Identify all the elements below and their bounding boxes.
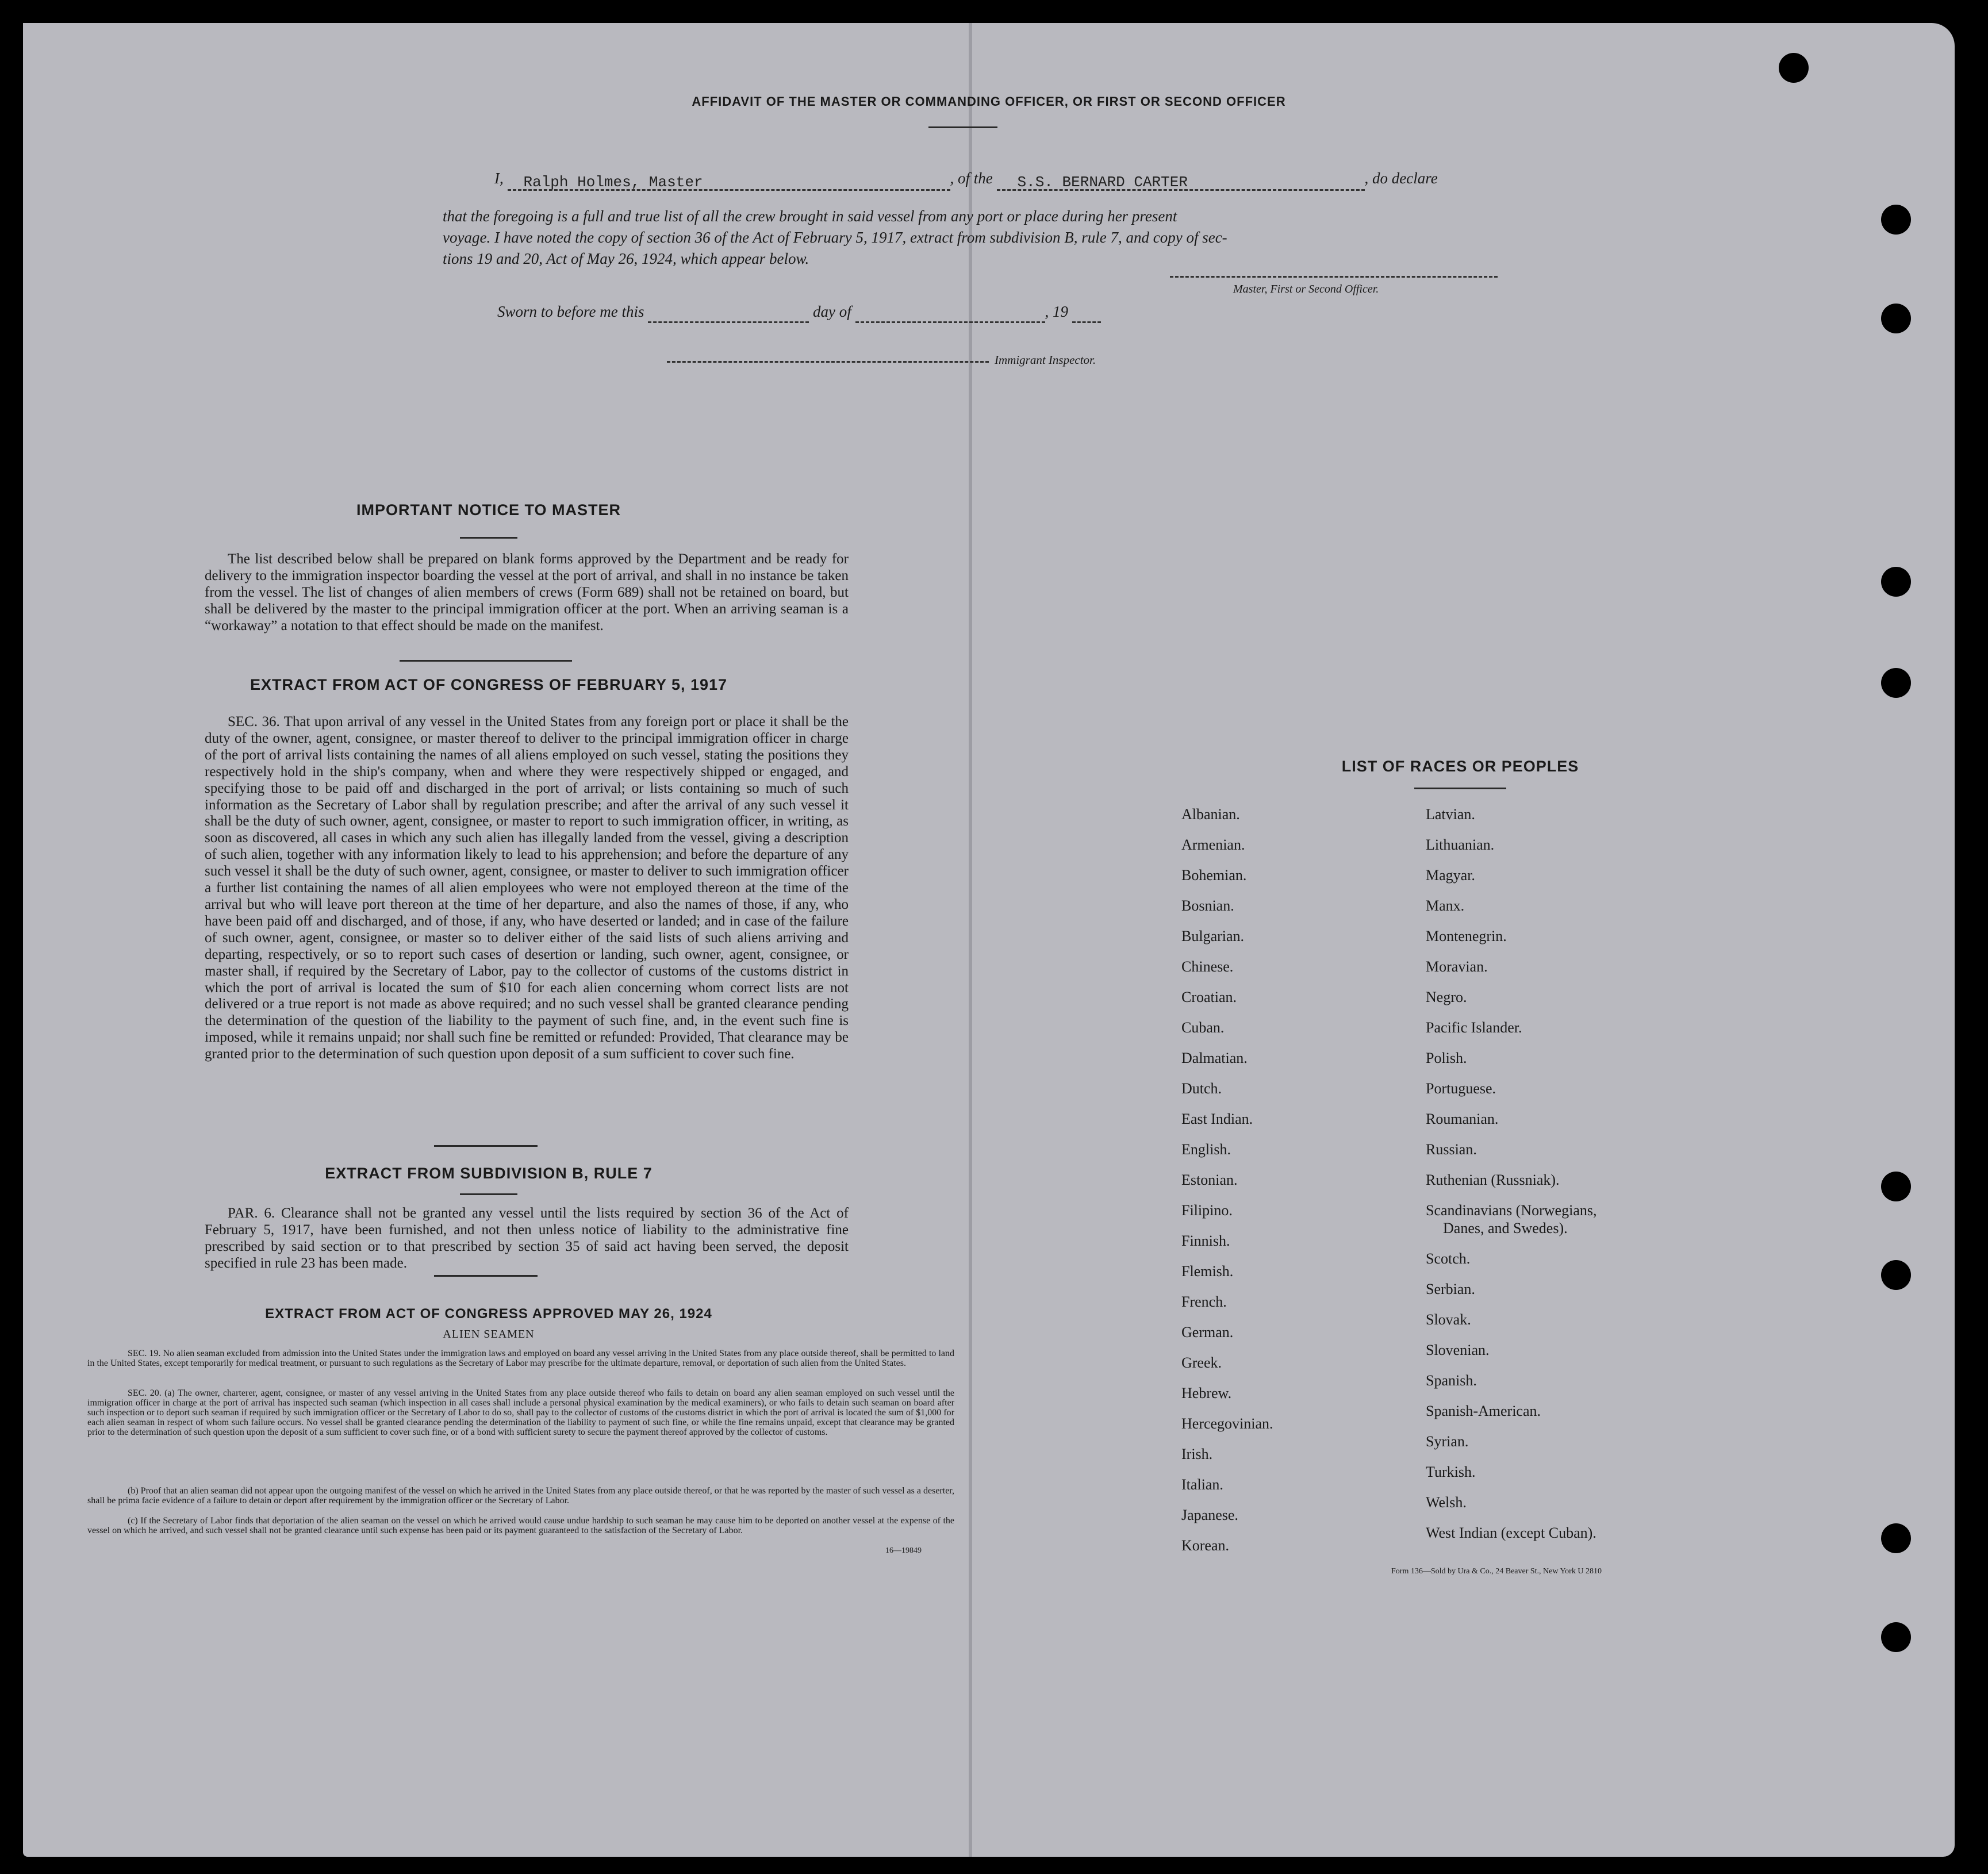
punch-hole (1881, 1523, 1911, 1553)
race-right-item: Pacific Islander. (1426, 1019, 1522, 1036)
race-left-item: Cuban. (1181, 1019, 1225, 1036)
race-right-item: Russian. (1426, 1141, 1477, 1158)
extract-1917-text: SEC. 36. That upon arrival of any vessel in the United States from any foreign port or place it shall be the duty of the owner, agent, consignee, or master thereof to deliver to the principal immigration officer in charge of the port of arrival lists containing the names of all aliens employed on such vessel, stating the positions they respectively hold in the ship's company, when and where they were respectively shipped or engaged, and specifying those to be paid off and discharged in the port of arrival; or lists containing so much of such information as the Secretary of Labor shall by regulation prescribe; and after the arrival of any such vessel it shall be the duty of such owner, agent, consignee, or master to report to such immigration officer, in writing, as soon as discovered, all cases in which any such alien has illegally landed from the vessel, giving a description of such alien, together with any information likely to lead to his apprehension; and before the departure of any such vessel it shall be the duty of such owner, agent, consignee, or master to deliver to such immigration officer a further list containing the names of all alien employees who were not employed thereon at the time of the arrival but who will leave port thereon at the time of her departure, and also the names of those, if any, who have been paid off and discharged, and of those, if any, who have deserted or landed; and in case of the failure of such owner, agent, consignee, or master so to deliver either of the said lists of such aliens arriving and departing, respectively, or so to report such cases of desertion or landing, such owner, agent, consignee, or master shall, if required by the Secretary of Labor, pay to the collector of customs of the customs district in which the port of arrival is located the sum of $10 for each alien concerning whom correct lists are not delivered or a true report is not made as above required; and no such vessel shall be granted clearance pending the determination of the question of the liability to the payment of such fine, and, in the event such fine is imposed, while it remains unpaid; nor shall such fine be remitted or refunded: Provided, That clearance may be granted prior to the determination of such question upon deposit of a sum sufficient to cover such fine. (205, 714, 849, 1062)
subdivision-b-rule (460, 1193, 517, 1195)
affidavit-line-4: tions 19 and 20, Act of May 26, 1924, which appear below. (443, 250, 809, 267)
punch-hole (1881, 567, 1911, 597)
race-left-item: Chinese. (1181, 958, 1234, 975)
extract-1924-subtitle: ALIEN SEAMEN (443, 1328, 535, 1341)
race-right-item: West Indian (except Cuban). (1426, 1524, 1596, 1541)
sworn-line: Sworn to before me this day of , 19 (497, 300, 1101, 323)
i-label: I, (494, 170, 504, 187)
race-left-item: Greek. (1181, 1354, 1222, 1371)
master-name-value: Ralph Holmes, Master (523, 174, 703, 191)
race-left-item: Finnish. (1181, 1232, 1230, 1249)
affidavit-line-2: that the foregoing is a full and true list of all the crew brought in said vessel from any port or place during her present (443, 208, 1177, 225)
race-left-item: Filipino. (1181, 1202, 1233, 1219)
race-left-item: Hebrew. (1181, 1385, 1232, 1401)
race-left-item: Albanian. (1181, 806, 1240, 823)
affidavit-line-3: voyage. I have noted the copy of section 36 of the Act of February 5, 1917, extract from subdivision B, rule 7, and copy of sec- (443, 229, 1227, 246)
race-right-item: Welsh. (1426, 1494, 1467, 1511)
of-the-label: of the (958, 170, 993, 187)
race-right-item: Turkish. (1426, 1464, 1476, 1480)
race-left-item: English. (1181, 1141, 1231, 1158)
page-fold (969, 23, 972, 1857)
race-right-item: Montenegrin. (1426, 928, 1507, 944)
extract-1917-end-rule (434, 1145, 538, 1147)
race-right-item: Spanish. (1426, 1372, 1477, 1389)
race-left-item: Italian. (1181, 1476, 1223, 1493)
year-label: 19 (1053, 303, 1068, 320)
inspector-signature-line[interactable] (667, 361, 989, 363)
day-of-label: day of (813, 303, 851, 320)
race-right-item: Serbian. (1426, 1281, 1475, 1297)
affidavit-title: AFFIDAVIT OF THE MASTER OR COMMANDING OFFICER, OR FIRST OR SECOND OFFICER (692, 94, 1286, 109)
race-left-item: German. (1181, 1324, 1234, 1341)
notice-text: The list described below shall be prepared on blank forms approved by the Department and be ready for delivery to the immigration inspector boarding the vessel at the port of arrival, and shall in no instance be taken from the vessel. The list of changes of alien members of crews (Form 689) shall not be retained on board, but shall be delivered by the master to the principal immigration officer at the port. When an arriving seaman is a “workaway” a notation to that effect should be made on the manifest. (205, 551, 849, 633)
master-name-field[interactable] (508, 172, 950, 191)
affidavit-body: I, Ralph Holmes, Master , of the S.S. BERNARD CARTER , do declare (494, 166, 1552, 191)
race-right-item: Ruthenian (Russniak). (1426, 1172, 1560, 1188)
race-right-item: Lithuanian. (1426, 836, 1495, 853)
document-sheet (23, 23, 1955, 1857)
race-left-item: Korean. (1181, 1537, 1230, 1554)
punch-hole (1881, 1260, 1911, 1290)
race-left-item: Japanese. (1181, 1507, 1238, 1523)
sec-19-text: SEC. 19. No alien seaman excluded from admission into the United States under the immigration laws and employed on board any vessel arriving in the United States from any place outside thereof, shall be permitted to land in the United States, except temporarily for medical treatment, or pursuant to such regulations as the Secretary of Labor may prescribe for the ultimate departure, removal, or deportation of such alien from the United States. (87, 1349, 954, 1368)
punch-hole (1779, 53, 1809, 83)
race-left-item: French. (1181, 1293, 1227, 1310)
race-right-item: Moravian. (1426, 958, 1488, 975)
race-left-item: Croatian. (1181, 989, 1237, 1005)
punch-hole (1881, 668, 1911, 698)
notice-rule (460, 537, 517, 539)
affidavit-text (443, 206, 1552, 270)
race-right-item: Magyar. (1426, 867, 1475, 884)
notice-end-rule (400, 660, 572, 662)
inspector-label: Immigrant Inspector. (995, 353, 1096, 367)
sworn-year-field[interactable] (1072, 304, 1101, 323)
race-left-item: East Indian. (1181, 1111, 1253, 1127)
sworn-day-field[interactable] (648, 304, 809, 323)
extract-1917-title: EXTRACT FROM ACT OF CONGRESS OF FEBRUARY 5, 1917 (250, 676, 728, 693)
do-declare: do declare (1372, 170, 1438, 187)
races-rule (1414, 788, 1506, 789)
race-right-item: Latvian. (1426, 806, 1475, 823)
notice-title: IMPORTANT NOTICE TO MASTER (356, 501, 621, 519)
subdivision-b-title: EXTRACT FROM SUBDIVISION B, RULE 7 (325, 1165, 653, 1182)
vessel-field[interactable] (997, 172, 1365, 191)
punch-hole (1881, 205, 1911, 235)
sec-20c-text: (c) If the Secretary of Labor finds that deportation of the alien seaman on the vessel on which he arrived would cause undue hardship to such seaman he may cause him to be deported on another vessel at the expense of the vessel on which he arrived, and such vessel shall not be granted clearance until such expense has been paid or its payment guaranteed to the satisfaction of the Secretary of Labor. (87, 1516, 954, 1535)
master-signature-label: Master, First or Second Officer. (1233, 283, 1379, 295)
race-left-item: Irish. (1181, 1446, 1213, 1462)
race-right-item: Scandinavians (Norwegians, (1426, 1202, 1597, 1219)
sworn-month-field[interactable] (855, 304, 1045, 323)
sec-20b-text: (b) Proof that an alien seaman did not appear upon the outgoing manifest of the vessel on which he arrived in the United States from any place outside thereof, or that he was reported by the master of such vessel as a deserter, shall be prima facie evidence of a failure to detain or deport after requirement by the immigration officer or the Secretary of Labor. (87, 1486, 954, 1506)
race-right-item: Danes, and Swedes). (1443, 1220, 1568, 1236)
title-rule (928, 126, 997, 128)
race-left-item: Bosnian. (1181, 897, 1234, 914)
form-code: 16—19849 (885, 1546, 922, 1555)
punch-hole (1881, 1172, 1911, 1201)
race-left-item: Flemish. (1181, 1263, 1234, 1280)
master-signature-line[interactable] (1170, 276, 1498, 278)
race-right-item: Polish. (1426, 1050, 1467, 1066)
race-right-item: Spanish-American. (1426, 1403, 1541, 1419)
subdivision-b-end-rule (434, 1275, 538, 1277)
race-left-item: Dalmatian. (1181, 1050, 1248, 1066)
race-right-item: Slovenian. (1426, 1342, 1490, 1358)
races-right-column (1426, 799, 1725, 1548)
race-left-item: Hercegovinian. (1181, 1415, 1273, 1432)
punch-hole (1881, 304, 1911, 333)
race-right-item: Portuguese. (1426, 1080, 1496, 1097)
race-left-item: Bulgarian. (1181, 928, 1245, 944)
races-left-column (1181, 799, 1411, 1561)
punch-hole (1881, 1622, 1911, 1652)
form-footer: Form 136—Sold by Ura & Co., 24 Beaver St., New York U 2810 (1391, 1567, 1602, 1576)
race-left-item: Estonian. (1181, 1172, 1238, 1188)
extract-1924-title: EXTRACT FROM ACT OF CONGRESS APPROVED MAY 26, 1924 (265, 1306, 712, 1322)
race-right-item: Manx. (1426, 897, 1465, 914)
race-right-item: Slovak. (1426, 1311, 1471, 1328)
race-right-item: Roumanian. (1426, 1111, 1499, 1127)
races-title: LIST OF RACES OR PEOPLES (1341, 758, 1579, 775)
race-right-item: Scotch. (1426, 1250, 1471, 1267)
race-right-item: Negro. (1426, 989, 1467, 1005)
sworn-label: Sworn to before me this (497, 303, 644, 320)
subdivision-b-text: PAR. 6. Clearance shall not be granted any vessel until the lists required by section 36 of the Act of February 5, 1917, have been furnished, and not then unless notice of liability to the administrative fine prescribed by said section or to that prescribed by section 35 of said act having been served, the deposit specified in rule 23 has been made. (205, 1205, 849, 1271)
race-right-item: Syrian. (1426, 1433, 1469, 1450)
sec-20a-text: SEC. 20. (a) The owner, charterer, agent, consignee, or master of any vessel arriving in the United States from any place outside thereof who fails to detain on board any alien seaman employed on such vessel until the immigration officer in charge at the port of arrival has inspected such seaman (which inspection in all cases shall include a personal physical examination by the medical examiners), or who fails to detain such seaman on board after such inspection or to deport such seaman if required by such immigration officer or the Secretary of Labor to do so, shall pay to the collector of customs of the customs district in which the port of arrival is located the sum of $1,000 for each alien seaman in respect of whom such failure occurs. No vessel shall be granted clearance pending the determination of the liability to payment of such fine, or while the fine remains unpaid, except that clearance may be granted prior to the determination of such question upon the deposit of a sum sufficient to cover such fine, or of a bond with sufficient surety to secure the payment thereof approved by the collector of customs. (87, 1388, 954, 1437)
race-left-item: Armenian. (1181, 836, 1245, 853)
vessel-value: S.S. BERNARD CARTER (1017, 174, 1188, 191)
race-left-item: Bohemian. (1181, 867, 1247, 884)
race-left-item: Dutch. (1181, 1080, 1222, 1097)
